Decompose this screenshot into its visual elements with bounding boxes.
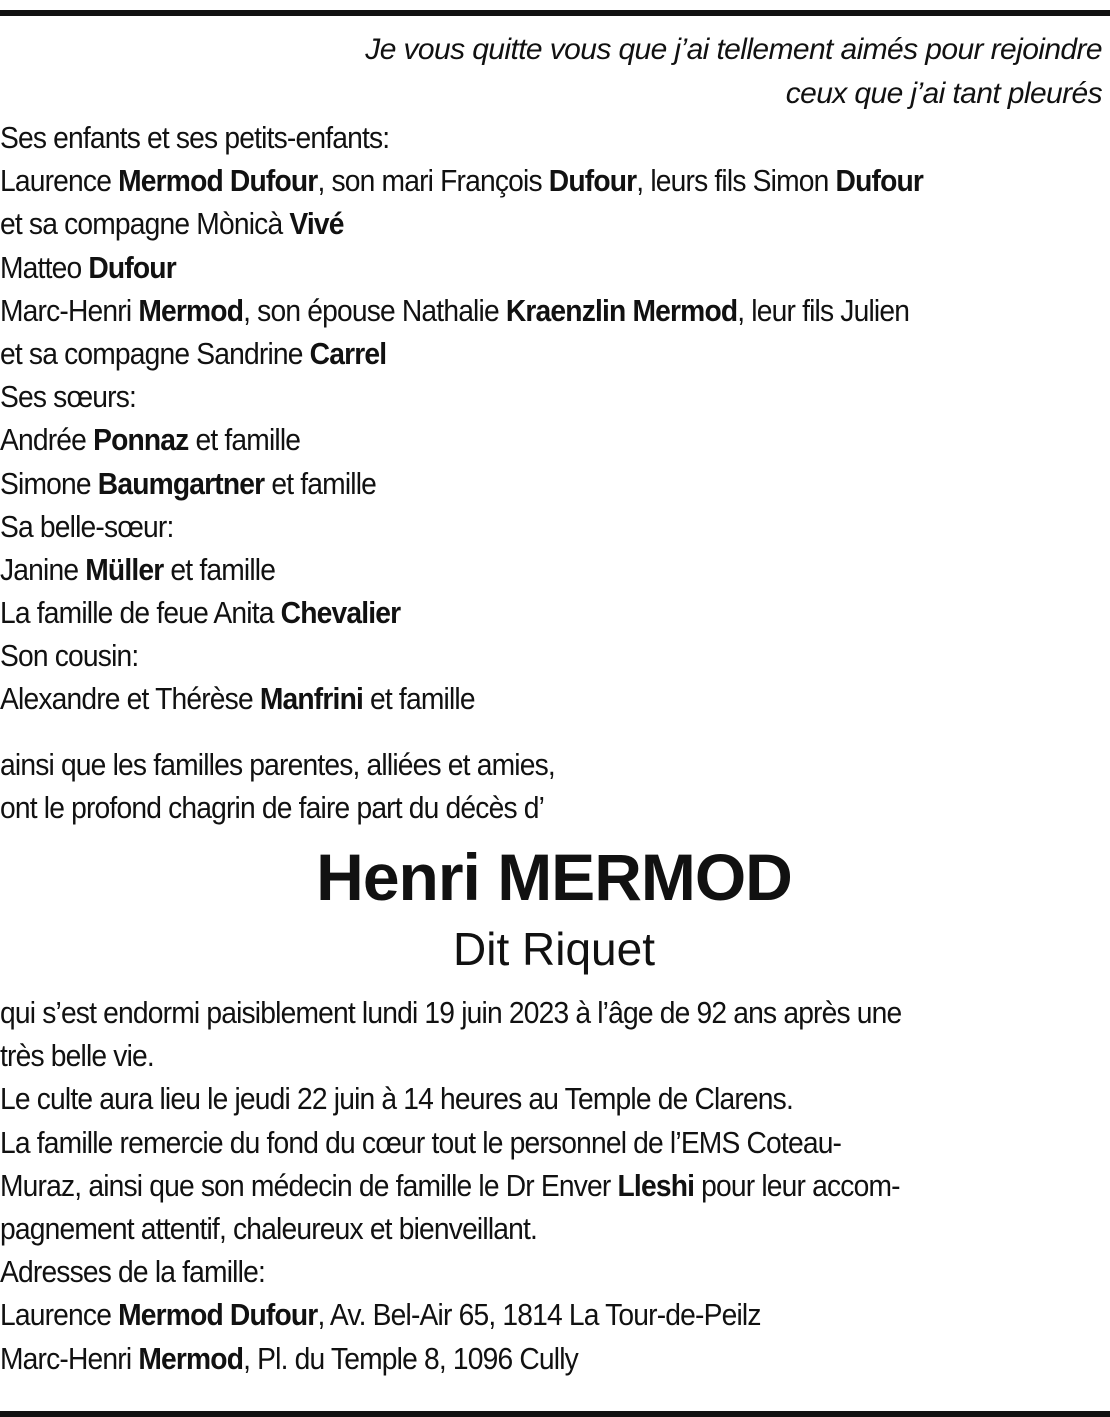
text-span: Janine xyxy=(0,551,86,587)
text-span: Muraz, ainsi que son médecin de famille le Dr Enver xyxy=(0,1167,618,1203)
text-span: Le culte aura lieu le jeudi 22 juin à 14 heures au Temple de Clarens. xyxy=(0,1081,793,1117)
top-rule xyxy=(0,10,1110,16)
surname: Mermod xyxy=(138,1340,244,1376)
text-span: , son épouse Nathalie xyxy=(243,292,506,328)
text-line xyxy=(0,591,1008,634)
text-span: Simone xyxy=(0,465,98,501)
text-line xyxy=(0,159,1008,202)
text-span: Marc-Henri xyxy=(0,1340,139,1376)
text-span: Sa belle-sœur: xyxy=(0,508,174,544)
text-span: ont le profond chagrin de faire part du décès d’ xyxy=(0,789,545,825)
announcement xyxy=(0,743,1108,829)
obituary-notice xyxy=(0,28,1108,1380)
surname: Dufour xyxy=(835,163,924,199)
text-line xyxy=(0,1121,1008,1164)
surname: Mermod Dufour xyxy=(118,1297,318,1333)
text-span: Ses enfants et ses petits-enfants: xyxy=(0,120,390,155)
text-line xyxy=(0,332,1008,375)
text-line xyxy=(0,1293,1008,1336)
text-span: et famille xyxy=(163,551,276,587)
text-line xyxy=(0,1164,1008,1207)
spacer xyxy=(0,721,1108,743)
surname: Kraenzlin Mermod xyxy=(505,292,738,328)
text-span: Marc-Henri xyxy=(0,292,139,328)
text-line xyxy=(0,677,1008,720)
text-line xyxy=(0,548,1008,591)
family-list xyxy=(0,116,1108,721)
text-span: pour leur accom- xyxy=(694,1167,900,1203)
surname: Vivé xyxy=(289,206,344,242)
surname: Carrel xyxy=(309,335,387,371)
surname: Manfrini xyxy=(259,681,364,717)
text-span: Ses sœurs: xyxy=(0,379,137,415)
surname: Dufour xyxy=(88,249,176,285)
text-line xyxy=(0,246,1008,289)
surname: Mermod xyxy=(138,292,244,328)
details xyxy=(0,991,1108,1380)
surname: Ponnaz xyxy=(93,422,189,458)
text-line xyxy=(0,1034,1008,1077)
quote-line: ceux que j’ai tant pleurés xyxy=(785,77,1102,110)
surname: Chevalier xyxy=(280,595,401,631)
surname: Mermod Dufour xyxy=(118,163,318,199)
text-span: et sa compagne Mònicà xyxy=(0,206,290,242)
text-span: ainsi que les familles parentes, alliées et amies, xyxy=(0,746,555,782)
text-line xyxy=(0,743,1008,786)
text-span: Matteo xyxy=(0,249,89,285)
quote xyxy=(0,28,1108,116)
text-line xyxy=(0,1207,1008,1250)
text-span: pagnement attentif, chaleureux et bienveillant. xyxy=(0,1210,538,1246)
text-span: , leur fils Julien xyxy=(737,292,910,328)
text-line xyxy=(0,418,1008,461)
text-span: Andrée xyxy=(0,422,94,458)
text-span: , leurs fils Simon xyxy=(636,163,836,199)
text-line xyxy=(0,1077,1008,1120)
surname: Dufour xyxy=(548,163,637,199)
text-line xyxy=(0,991,1008,1034)
text-line xyxy=(0,375,1008,418)
text-span: qui s’est endormi paisiblement lundi 19 juin 2023 à l’âge de 92 ans après une xyxy=(0,995,902,1030)
text-span: très belle vie. xyxy=(0,1038,154,1074)
text-span: et sa compagne Sandrine xyxy=(0,335,310,371)
text-span: Son cousin: xyxy=(0,638,139,674)
text-line xyxy=(0,786,1008,829)
text-line xyxy=(0,505,1008,548)
text-span: Laurence xyxy=(0,1297,119,1333)
surname: Lleshi xyxy=(617,1167,695,1203)
text-line xyxy=(0,1250,1008,1293)
text-span: et famille xyxy=(188,422,301,458)
text-line xyxy=(0,1337,1008,1380)
quote-line: Je vous quitte vous que j’ai tellement aimés pour rejoindre xyxy=(365,33,1102,66)
text-span: Adresses de la famille: xyxy=(0,1254,265,1290)
text-span: Laurence xyxy=(0,163,119,199)
surname: Müller xyxy=(85,551,164,587)
text-span: Alexandre et Thérèse xyxy=(0,681,260,717)
text-span: , Pl. du Temple 8, 1096 Cully xyxy=(243,1340,578,1376)
text-line xyxy=(0,116,1008,159)
text-span: , son mari François xyxy=(317,163,549,199)
text-line xyxy=(0,289,1008,332)
bottom-rule xyxy=(0,1411,1110,1417)
text-span: et famille xyxy=(363,681,475,717)
deceased-nickname: Dit Riquet xyxy=(453,923,655,975)
text-line xyxy=(0,634,1008,677)
text-line xyxy=(0,202,1008,245)
deceased-name: Henri MERMOD xyxy=(316,840,792,914)
surname: Baumgartner xyxy=(97,465,265,501)
text-span: La famille de feue Anita xyxy=(0,595,281,631)
text-span: La famille remercie du fond du cœur tout le personnel de l’EMS Coteau- xyxy=(0,1124,842,1160)
text-line xyxy=(0,462,1008,505)
text-span: , Av. Bel-Air 65, 1814 La Tour-de-Peilz xyxy=(317,1297,761,1333)
text-span: et famille xyxy=(264,465,377,501)
